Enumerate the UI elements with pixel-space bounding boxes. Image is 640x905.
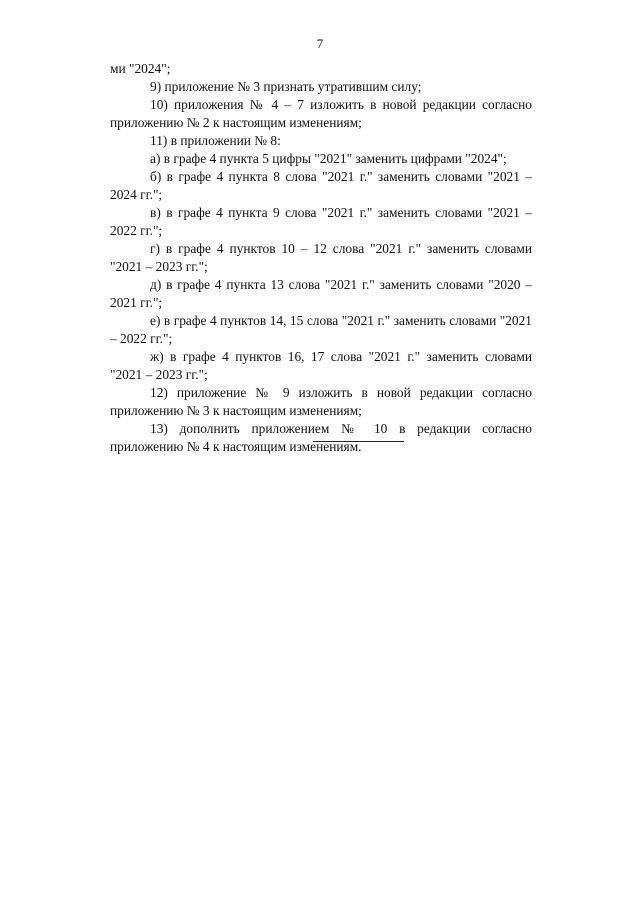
- paragraph-item-12: 12) приложение № 9 изложить в новой редакции согласно приложению № 3 к настоящим изменениям;: [110, 385, 532, 418]
- paragraph-subitem-d: д) в графе 4 пункта 13 слова "2021 г." заменить словами "2020 – 2021 гг.";: [110, 277, 532, 310]
- paragraph-item-9: 9) приложение № 3 признать утратившим силу;: [150, 79, 422, 94]
- paragraph-item-11: 11) в приложении № 8:: [150, 133, 281, 148]
- document-body: [110, 60, 532, 456]
- paragraph-subitem-v: в) в графе 4 пункта 9 слова "2021 г." заменить словами "2021 – 2022 гг.";: [110, 205, 532, 238]
- paragraph-subitem-a: а) в графе 4 пункта 5 цифры "2021" заменить цифрами "2024";: [150, 151, 507, 166]
- paragraph-item-10: 10) приложения № 4 – 7 изложить в новой редакции согласно приложению № 2 к настоящим изменениям;: [110, 97, 532, 130]
- paragraph-subitem-zh: ж) в графе 4 пунктов 16, 17 слова "2021 г." заменить словами "2021 – 2023 гг.";: [110, 349, 532, 382]
- paragraph-item-13: 13) дополнить приложением № 10 в редакции согласно приложению № 4 к настоящим изменениям.: [110, 421, 532, 454]
- end-separator-line: [313, 441, 404, 442]
- paragraph-subitem-e: е) в графе 4 пунктов 14, 15 слова "2021 г." заменить словами "2021 – 2022 гг.";: [110, 313, 532, 346]
- paragraph-subitem-b: б) в графе 4 пункта 8 слова "2021 г." заменить словами "2021 – 2024 гг.";: [110, 169, 532, 202]
- paragraph-subitem-g: г) в графе 4 пунктов 10 – 12 слова "2021 г." заменить словами "2021 – 2023 гг.";: [110, 241, 532, 274]
- page-number: 7: [316, 36, 324, 51]
- paragraph-continuation: ми "2024";: [110, 61, 171, 76]
